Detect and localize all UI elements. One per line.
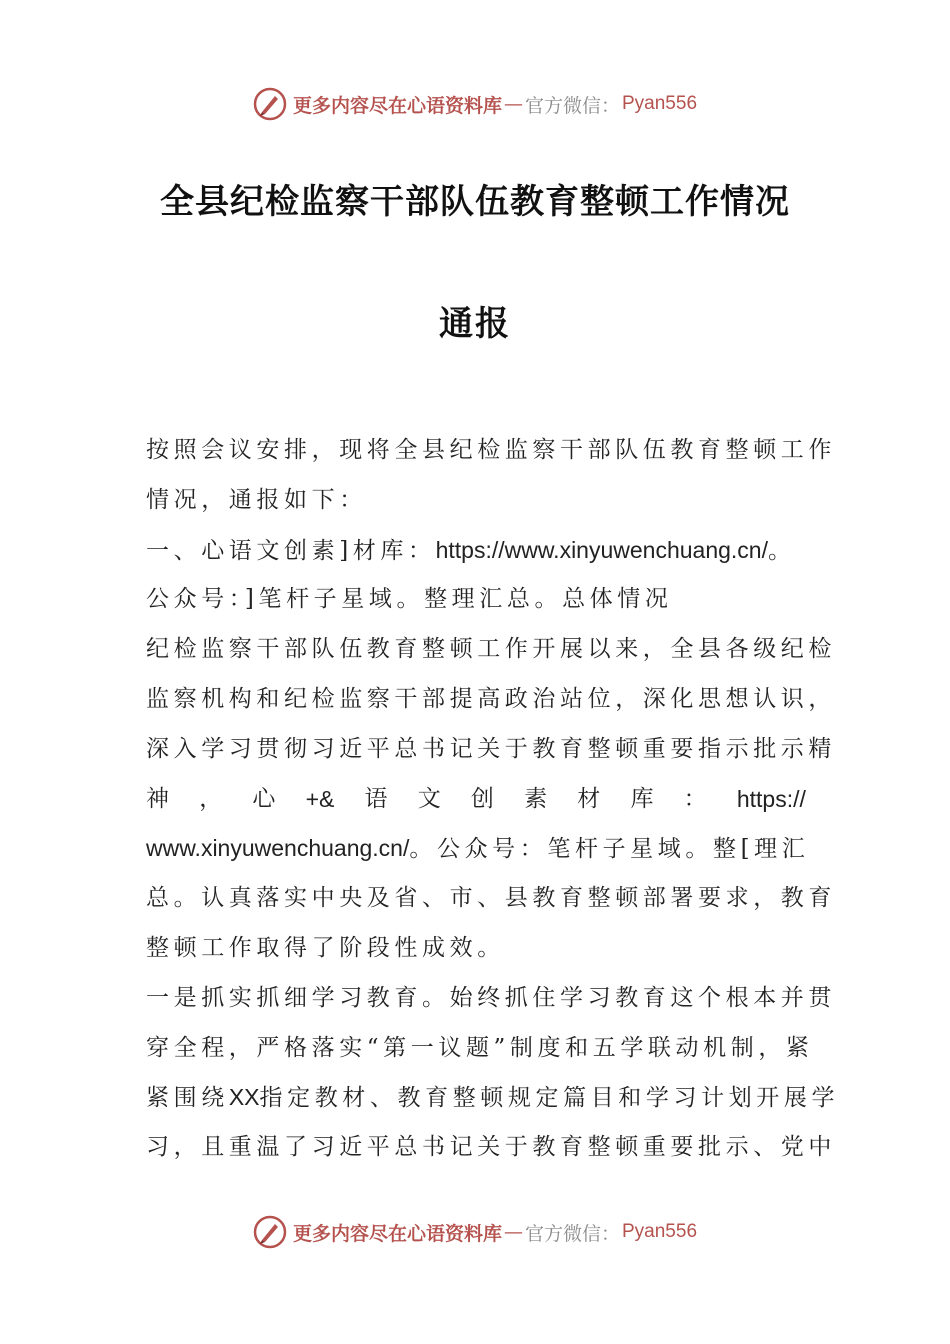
body-line-13: 穿全程，严格落实“第一议题”制度和五学联动机制，紧 [146,1034,814,1061]
body-line-4: 公众号：]笔杆子星域。整理汇总。总体情况 [146,586,673,613]
body-line-8 [146,775,806,825]
watermark-brand: 更多内容尽在心语资料库 [292,94,502,117]
watermark-footer [0,1210,950,1254]
body-line-3-a: 一、心语文创素]材库： [146,537,436,564]
body-line-12: 一是抓实抓细学习教育。始终抓住学习教育这个根本并贯 [146,984,836,1011]
body-line-8-t8: 材 [577,785,601,812]
watermark-brand: 更多内容尽在心语资料库 [292,1222,502,1245]
body-line-3 [146,526,806,576]
body-line-7: 深入学习贯彻习近平总书记关于教育整顿重要指示批示精 [146,735,836,762]
watermark-wechat-label: 官方微信： [524,1222,620,1245]
body-line-14-c: 指定教材、教育整顿规定篇目和学习计划开展学 [259,1085,840,1112]
document-title-line2: 通报 [439,304,511,344]
body-line-8-t4: 语 [364,785,388,812]
body-line-8-t3: +& [305,785,335,812]
pen-logo-icon [253,87,287,121]
body-line-3-c: 。 [767,537,796,564]
watermark-separator: — [503,1221,523,1243]
body-line-8-t7: 素 [524,785,548,812]
body-line-8-t9: 库 [630,785,654,812]
body-line-2: 情况，通报如下： [146,486,367,513]
body-line-3-url: https://www.xinyuwenchuang.cn/ [435,536,768,563]
body-line-14-a: 紧围绕 [146,1085,229,1112]
body-line-6: 监察机构和纪检监察干部提高政治站位，深化思想认识， [146,685,836,712]
body-line-10: 总。认真落实中央及省、市、县教育整顿部署要求，教育 [146,885,836,912]
watermark-wechat-id: Pyan556 [622,1221,698,1242]
body-line-11: 整顿工作取得了阶段性成效。 [146,934,505,961]
body-line-9 [146,824,810,874]
body-line-8-t2: 心 [252,785,276,812]
watermark-wechat-id: Pyan556 [622,93,698,114]
body-line-14-xx: XX [228,1084,260,1111]
body-line-15: 习，且重温了习近平总书记关于教育整顿重要批示、党中 [146,1134,836,1161]
body-line-8-t5: 文 [417,785,441,812]
body-line-1: 按照会议安排，现将全县纪检监察干部队伍教育整顿工作 [146,437,836,463]
body-line-8-t6: 创 [470,785,494,812]
watermark-header [0,82,950,126]
body-line-9-url: www.xinyuwenchuang.cn/ [146,835,410,862]
body-line-8-t10: ： [683,785,707,812]
document-body [146,426,840,1173]
body-line-9-b: 。公众号：笔杆子星域。整[理汇 [409,836,810,863]
pen-logo-icon [253,1215,287,1249]
document-title-line1: 全县纪检监察干部队伍教育整顿工作情况 [160,182,790,222]
watermark-wechat-label: 官方微信： [524,94,620,117]
body-line-5: 纪检监察干部队伍教育整顿工作开展以来，全县各级纪检 [146,636,836,663]
body-line-14 [146,1073,840,1123]
watermark-separator: — [503,93,523,115]
body-line-8-url: https:// [736,785,806,812]
body-line-8-t1: ， [199,785,223,812]
body-line-8-t0: 神 [146,785,169,812]
